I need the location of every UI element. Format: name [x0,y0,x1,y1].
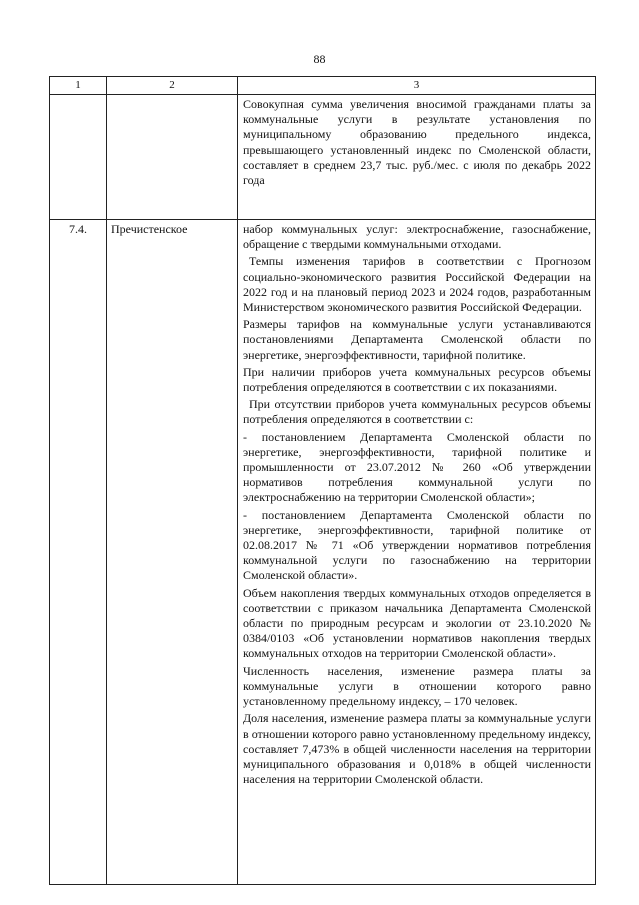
cell-number-empty [50,95,107,220]
column-header-2: 2 [107,77,238,95]
cell-name-empty [107,95,238,220]
paragraph: набор коммунальных услуг: электроснабжение, газоснабжение, обращение с твердыми коммунальными отходами. [243,222,591,252]
table-header-row [50,77,596,95]
cell-number: 7.4. [50,220,107,885]
paragraph: При отсутствии приборов учета коммунальных ресурсов объемы потребления определяются в соответствии с: [243,397,591,427]
column-header-1: 1 [50,77,107,95]
paragraph: - постановлением Департамента Смоленской области по энергетике, энергоэффективности, тарифной политике от 02.08.2017 № 71 «Об утверждении нормативов потребления коммунальной услуги по газоснабжению на территории Смоленской области». [243,507,591,583]
table-row [50,220,596,885]
continued-paragraph: Совокупная сумма увеличения вносимой гражданами платы за коммунальные услуги в результате установления по муниципальному образованию предельного индекса, превышающего установленный индекс по Смоленской области, составляет в среднем 23,7 тыс. руб./мес. с июля по декабрь 2022 года [243,97,591,188]
paragraph: Численность населения, изменение размера платы за коммунальные услуги в отношении которого равно установленному предельному индексу, – 170 человек. [243,663,591,709]
table-row-continued [50,95,596,220]
paragraph: Доля населения, изменение размера платы за коммунальные услуги в отношении которого равно установленному предельному индексу, составляет 7,473% в общей численности населения на территории муниципального образования и 0,018% в общей численности населения на территории Смоленской области. [243,711,591,787]
data-table [49,76,596,885]
cell-municipality-name: Пречистенское [107,220,238,885]
cell-description [238,220,596,885]
paragraph: - постановлением Департамента Смоленской области по энергетике, энергоэффективности, тарифной политике и промышленности от 23.07.2012 № 260 «Об утверждении нормативов потребления коммунальной услуги по электроснабжению на территории Смоленской области»; [243,429,591,505]
paragraph: Размеры тарифов на коммунальные услуги устанавливаются постановлениями Департамента Смоленской области по энергетике, энергоэффективности, тарифной политике. [243,317,591,362]
paragraph: Объем накопления твердых коммунальных отходов определяется в соответствии с приказом начальника Департамента Смоленской области по природным ресурсам и экологии от 23.10.2020 № 0384/0103 «Об установлении нормативов накопления твердых коммунальных отходов на территории Смоленской области». [243,585,591,661]
column-header-3: 3 [238,77,596,95]
page-number: 88 [313,52,326,66]
paragraph: Темпы изменения тарифов в соответствии с Прогнозом социально-экономического развития Российской Федерации на 2022 год и на плановый период 2023 и 2024 годов, разработанным Министерством экономического развития Российской Федерации. [243,254,591,315]
cell-description [238,95,596,220]
paragraph: При наличии приборов учета коммунальных ресурсов объемы потребления определяются в соответствии с их показаниями. [243,364,591,395]
